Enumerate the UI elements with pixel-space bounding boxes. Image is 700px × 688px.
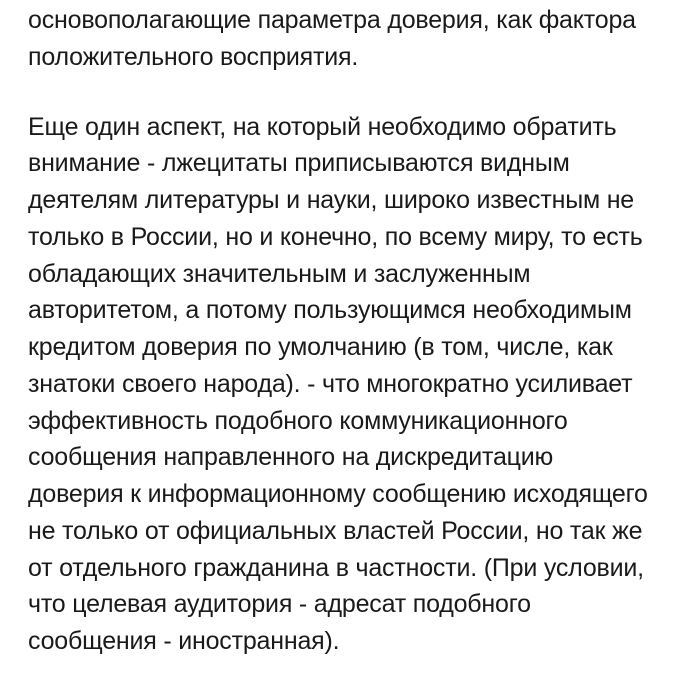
text-line: сообщения направленного на дискредитацию — [28, 443, 554, 471]
text-line: Еще один аспект, на который необходимо обратить — [28, 113, 617, 141]
text-line: кредитом доверия по умолчанию (в том, числе, как — [28, 333, 613, 361]
text-line: сообщения - иностранная). — [28, 627, 340, 655]
text-line: не только от официальных властей России, но так же — [28, 517, 643, 545]
text-line: только в России, но и конечно, по всему миру, то есть — [28, 223, 643, 251]
text-line: авторитетом, а потому пользующимся необходимым — [28, 296, 632, 324]
text-line: деятелям литературы и науки, широко известным не — [28, 186, 635, 214]
text-line: основополагающие параметра доверия, как фактора — [28, 6, 636, 34]
text-line: обладающих значительным и заслуженным — [28, 260, 531, 288]
text-line: доверия к информационному сообщению исходящего — [28, 480, 648, 508]
text-line: внимание - лжецитаты приписываются видным — [28, 149, 570, 177]
text-line: эффективность подобного коммуникационного — [28, 407, 568, 435]
text-line: что целевая аудитория - адресат подобного — [28, 590, 531, 618]
text-line: положительного восприятия. — [28, 43, 359, 71]
text-line: от отдельного гражданина в частности. (При условии, — [28, 554, 644, 582]
text-line: знатоки своего народа). - что многократно усиливает — [28, 370, 633, 398]
